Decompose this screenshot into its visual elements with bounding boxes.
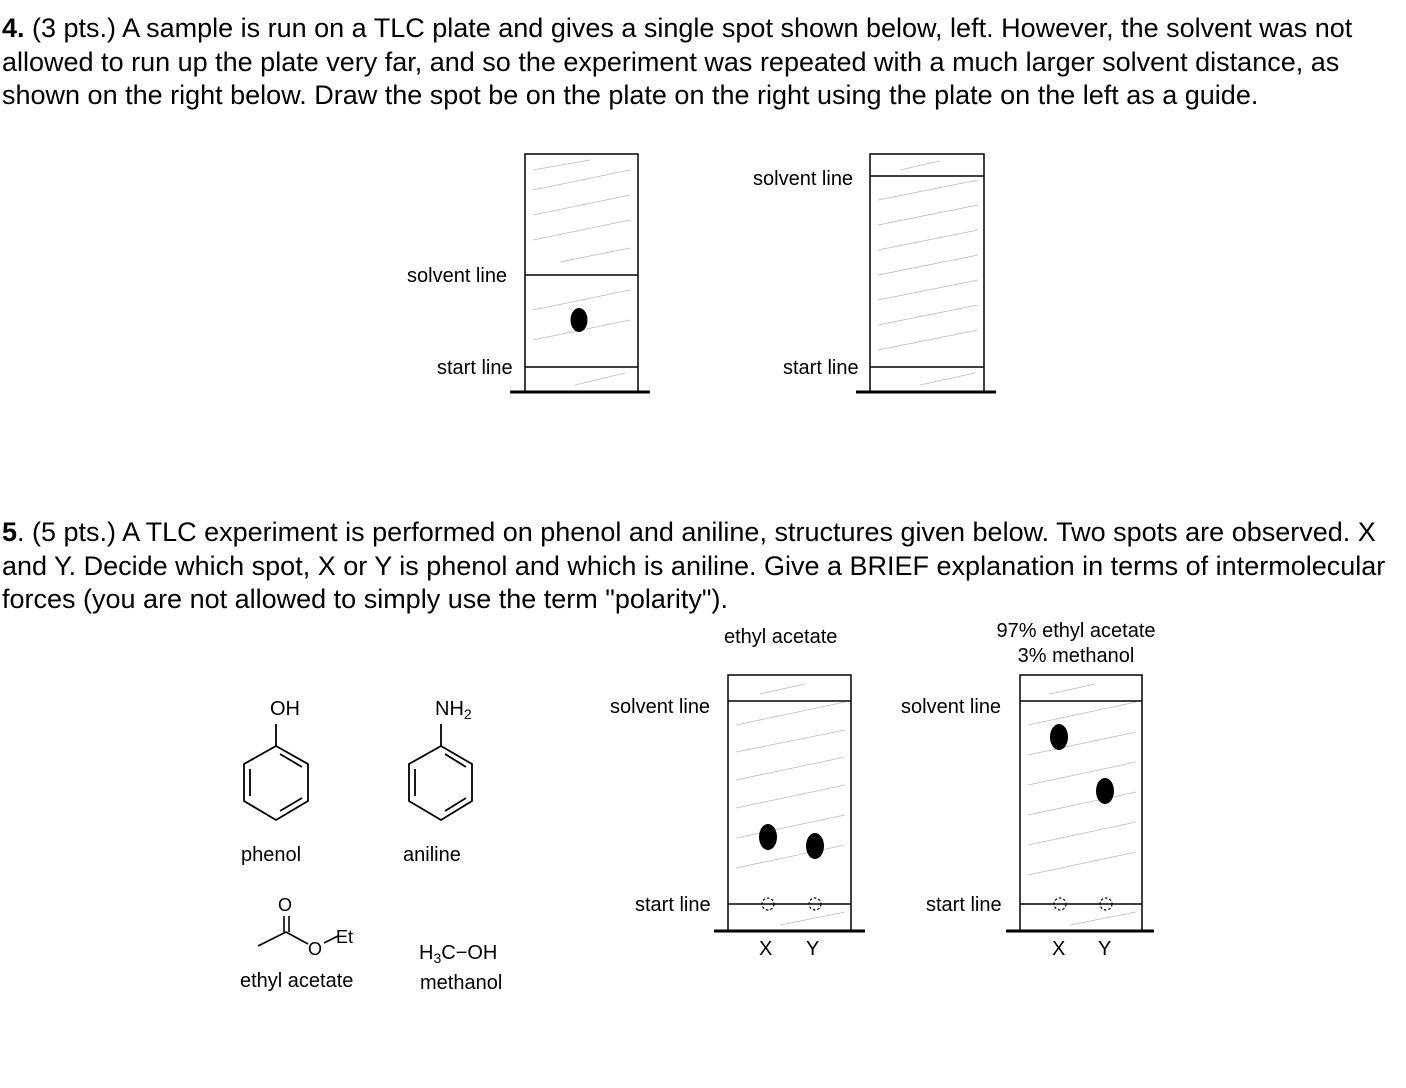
ethyl-acetate-structure	[258, 916, 338, 946]
spot-y	[806, 833, 824, 859]
aniline-name: aniline	[403, 844, 461, 866]
question-4-number: 4.	[2, 13, 25, 43]
aniline-nh2-label	[435, 697, 472, 726]
plate-hatching	[736, 684, 845, 925]
ethyl-acetate-name: ethyl acetate	[240, 970, 354, 992]
question-5-number: 5	[2, 517, 18, 547]
spot-x	[759, 824, 777, 850]
plate-b-lane-y: Y	[1098, 938, 1112, 960]
plate-b-start-label: start line	[926, 894, 1002, 916]
ethyl-acetate-et: Et	[336, 927, 354, 947]
plate-hatching	[878, 161, 978, 385]
phenol-oh-label: OH	[270, 698, 300, 720]
plate-hatching	[1028, 684, 1136, 925]
plate-a-lane-y: Y	[806, 938, 820, 960]
spot-x	[1050, 724, 1068, 750]
q4-right-start-label: start line	[783, 357, 859, 379]
tlc-spot	[571, 308, 588, 332]
aniline-nh-text: NH	[435, 698, 464, 720]
methanol-name: methanol	[420, 972, 503, 994]
ethyl-acetate-carbonyl-o: O	[278, 895, 293, 915]
plate-hatching	[533, 160, 630, 385]
q4-left-start-label: start line	[437, 357, 513, 379]
plate-b-solvent-label: solvent line	[901, 696, 1002, 718]
plate-b-lane-x: X	[1052, 938, 1066, 960]
aniline-subscript: 2	[463, 706, 472, 722]
question-5-body: . (5 pts.) A TLC experiment is performed on phenol and aniline, structures given below. Two spots are observed. X and Y. Decide which spot, X or Y is phenol and which is aniline. Give a BRIEF explanation in terms of intermolecular forces (you are not allowed to simply use the term "polarity").	[2, 517, 1386, 614]
methanol-h: H	[419, 942, 434, 964]
plate-a-solvent-label: solvent line	[610, 696, 711, 718]
phenol-structure	[244, 724, 308, 820]
q5-tlc-plate-a	[714, 675, 865, 931]
plate-a-lane-x: X	[759, 938, 773, 960]
methanol-c-oh: C−OH	[441, 942, 498, 964]
q5-tlc-plate-b	[1006, 675, 1154, 931]
q4-right-solvent-label: solvent line	[753, 168, 854, 190]
plate-b-solvent-system-line1: 97% ethyl acetate	[996, 620, 1156, 642]
q4-right-tlc-plate	[856, 154, 996, 392]
question-4-body: (3 pts.) A sample is run on a TLC plate and gives a single spot shown below, left. However, the solvent was not allowed to run up the plate very far, and so the experiment was repeated with a much larger solvent distance, as shown on the right below. Draw the spot be on the plate on the right using the plate on the left as a guide.	[2, 13, 1353, 110]
plate-b-solvent-system-line2: 3% methanol	[1017, 645, 1135, 667]
plate-a-solvent-system: ethyl acetate	[724, 626, 838, 648]
plate-a-start-label: start line	[635, 894, 711, 916]
spot-y	[1096, 778, 1114, 804]
methanol-subscript: 3	[433, 950, 442, 966]
methanol-formula	[419, 941, 497, 970]
phenol-name: phenol	[241, 844, 302, 866]
q4-left-tlc-plate	[510, 154, 650, 392]
ethyl-acetate-ester-o: O	[308, 939, 323, 959]
q4-left-solvent-label: solvent line	[407, 265, 508, 287]
aniline-structure	[409, 724, 472, 820]
